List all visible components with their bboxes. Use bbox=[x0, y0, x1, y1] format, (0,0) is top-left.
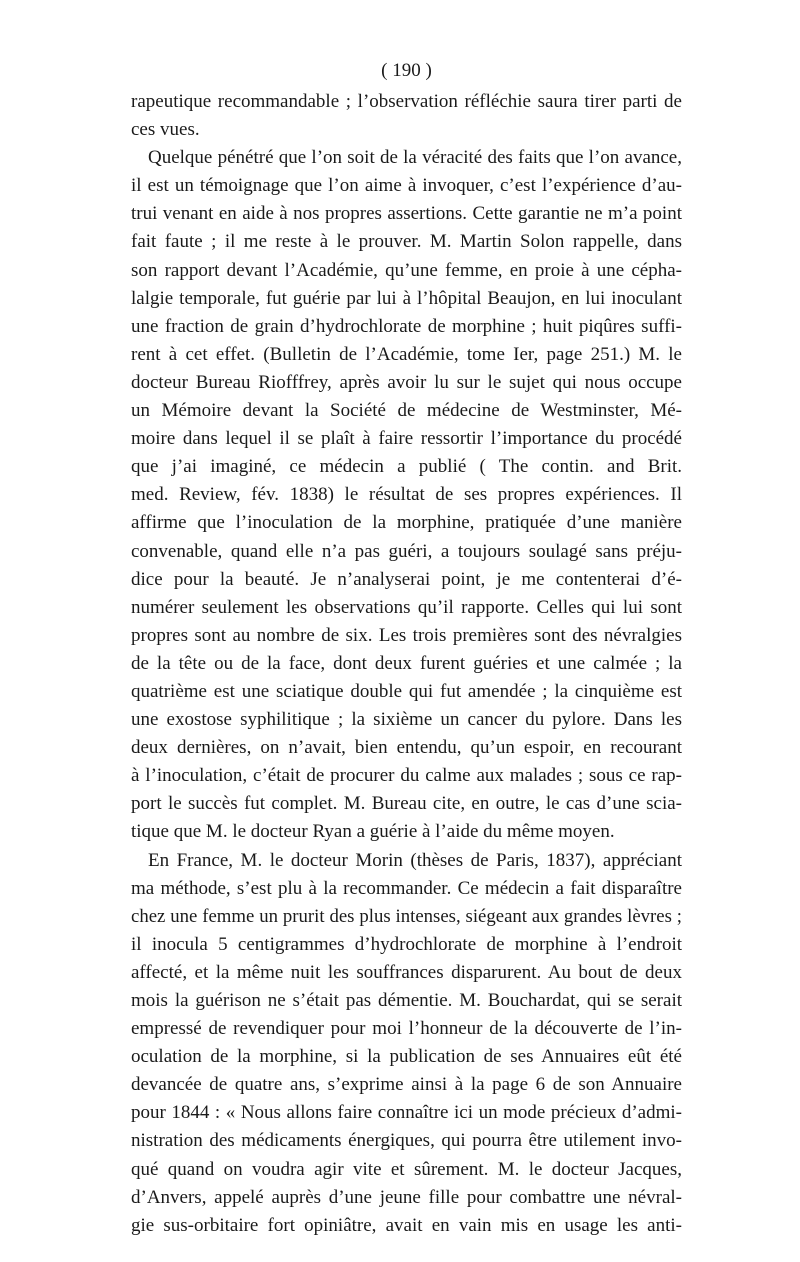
text-line: port le succès fut complet. M. Bureau cite, en outre, le cas d’une scia- bbox=[131, 793, 682, 815]
text-line: de la tête ou de la face, dont deux furent guéries et une calmée ; la bbox=[131, 652, 682, 674]
text-line: propres sont au nombre de six. Les trois premières sont des névralgies bbox=[131, 624, 682, 646]
text-line: ma méthode, s’est plu à la recommander. Ce médecin a fait disparaître bbox=[131, 877, 682, 899]
text-line: son rapport devant l’Académie, qu’une femme, en proie à une cépha- bbox=[131, 259, 682, 281]
text-line: que j’ai imaginé, ce médecin a publié ( The contin. and Brit. bbox=[131, 456, 682, 478]
text-line: d’Anvers, appelé auprès d’une jeune fille pour combattre une névral- bbox=[131, 1186, 682, 1208]
text-line: gie sus-orbitaire fort opiniâtre, avait en vain mis en usage les anti- bbox=[131, 1214, 682, 1236]
text-line: fait faute ; il me reste à le prouver. M. Martin Solon rappelle, dans bbox=[131, 231, 682, 253]
text-line: mois la guérison ne s’était pas démentie. M. Bouchardat, qui se serait bbox=[131, 990, 682, 1011]
text-line: affirme que l’inoculation de la morphine, pratiquée d’une manière bbox=[131, 512, 682, 534]
text-line: chez une femme un prurit des plus intenses, siégeant aux grandes lèvres ; bbox=[131, 905, 682, 927]
text-line: rent à cet effet. (Bulletin de l’Académie, tome Ier, page 251.) M. le bbox=[131, 343, 682, 365]
text-line: nistration des médicaments énergiques, qui pourra être utilement invo- bbox=[131, 1130, 682, 1152]
text-line: il est un témoignage que l’on aime à invoquer, c’est l’expérience d’au- bbox=[131, 175, 682, 197]
text-line: En France, M. le docteur Morin (thèses de Paris, 1837), appréciant bbox=[148, 849, 682, 871]
text-line: Quelque pénétré que l’on soit de la véracité des faits que l’on avance, bbox=[148, 147, 682, 169]
text-line: devancée de quatre ans, s’exprime ainsi à la page 6 de son Annuaire bbox=[131, 1074, 682, 1096]
text-line: une exostose syphilitique ; la sixième un cancer du pylore. Dans les bbox=[131, 709, 682, 731]
text-line: quatrième est une sciatique double qui fut amendée ; la cinquième est bbox=[131, 680, 682, 702]
text-line: tique que M. le docteur Ryan a guérie à l’aide du même moyen. bbox=[131, 821, 615, 843]
book-page bbox=[131, 58, 682, 1240]
text-line: dice pour la beauté. Je n’analyserai point, je me contenterai d’é- bbox=[131, 568, 682, 590]
text-line: rapeutique recommandable ; l’observation réfléchie saura tirer parti de bbox=[131, 91, 682, 112]
text-line: lalgie temporale, fut guérie par lui à l’hôpital Beaujon, en lui inoculant bbox=[131, 287, 682, 309]
text-line: med. Review, fév. 1838) le résultat de ses propres expériences. Il bbox=[131, 484, 682, 506]
text-line: qué quand on voudra agir vite et sûrement. M. le docteur Jacques, bbox=[131, 1158, 682, 1180]
text-line: il inocula 5 centigrammes d’hydrochlorate de morphine à l’endroit bbox=[131, 933, 682, 955]
text-line: à l’inoculation, c’était de procurer du calme aux malades ; sous ce rap- bbox=[131, 765, 682, 787]
text-line: un Mémoire devant la Société de médecine de Westminster, Mé- bbox=[131, 400, 682, 422]
text-line: ces vues. bbox=[131, 119, 200, 141]
text-line: numérer seulement les observations qu’il rapporte. Celles qui lui sont bbox=[131, 596, 682, 618]
text-line: affecté, et la même nuit les souffrances disparurent. Au bout de deux bbox=[131, 961, 682, 983]
page-number: ( 190 ) bbox=[381, 60, 432, 81]
text-line: pour 1844 : « Nous allons faire connaître ici un mode précieux d’admi- bbox=[131, 1102, 682, 1124]
text-line: une fraction de grain d’hydrochlorate de morphine ; huit piqûres suffi- bbox=[131, 315, 682, 337]
text-line: convenable, quand elle n’a pas guéri, a toujours soulagé sans préju- bbox=[131, 540, 682, 562]
text-line: empressé de revendiquer pour moi l’honneur de la découverte de l’in- bbox=[131, 1018, 682, 1040]
text-line: docteur Bureau Riofffrey, après avoir lu sur le sujet qui nous occupe bbox=[131, 371, 682, 393]
text-line: deux dernières, on n’avait, bien entendu, qu’un espoir, en recourant bbox=[131, 737, 682, 759]
text-line: trui venant en aide à nos propres assertions. Cette garantie ne m’a point bbox=[131, 203, 682, 225]
text-body bbox=[131, 88, 682, 1240]
text-line: moire dans lequel il se plaît à faire ressortir l’importance du procédé bbox=[131, 428, 682, 450]
text-line: oculation de la morphine, si la publication de ses Annuaires eût été bbox=[131, 1046, 682, 1068]
